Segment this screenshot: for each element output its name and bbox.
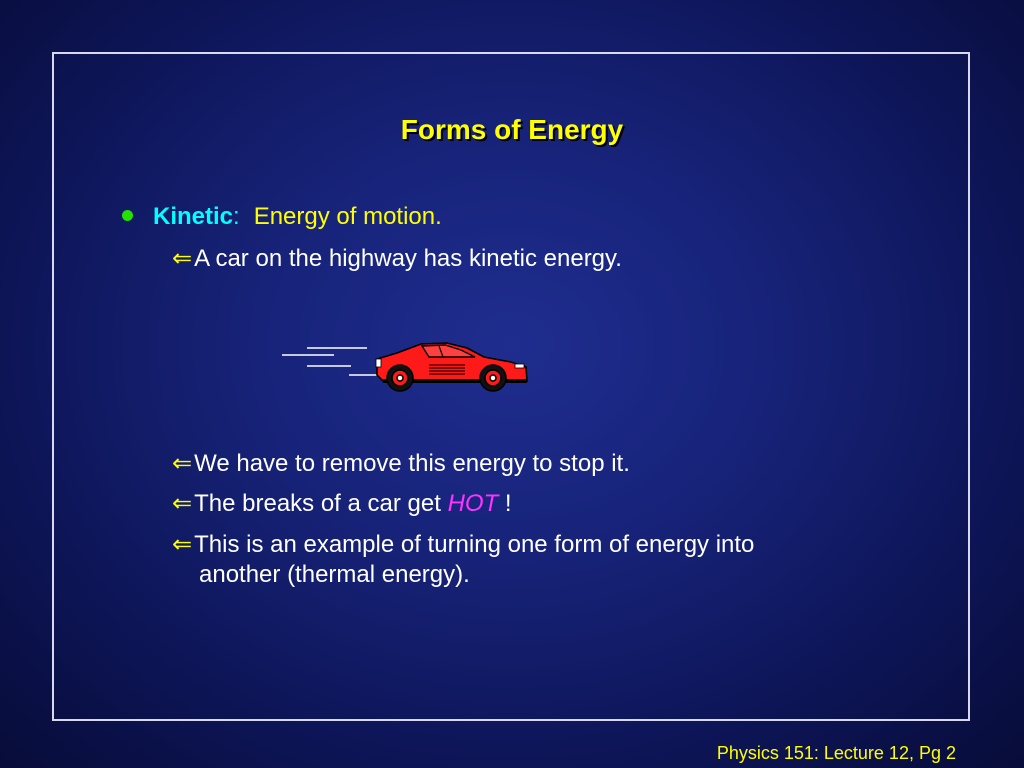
arrow-left-icon: ⇐ xyxy=(172,450,193,477)
sub-bullet-1 xyxy=(172,244,622,273)
red-sports-car-icon xyxy=(279,335,531,395)
arrow-left-icon: ⇐ xyxy=(172,531,193,558)
bullet-colon: : xyxy=(233,203,240,230)
sub-bullet-text: This is an example of turning one form of energy into xyxy=(194,531,755,558)
bullet-definition: Energy of motion. xyxy=(253,203,442,230)
sub-bullet-2 xyxy=(172,449,630,478)
slide-title: Forms of Energy xyxy=(400,114,624,145)
sub-bullet-text: We have to remove this energy to stop it. xyxy=(194,450,630,477)
arrow-left-icon: ⇐ xyxy=(172,245,193,272)
exclamation: ! xyxy=(504,490,512,517)
arrow-left-icon: ⇐ xyxy=(172,490,193,517)
hot-word: HOT xyxy=(447,490,499,517)
sub-bullet-4 xyxy=(172,530,754,559)
sub-bullet-3 xyxy=(172,489,512,518)
sub-bullet-text: A car on the highway has kinetic energy. xyxy=(194,245,622,272)
bullet-term: Kinetic xyxy=(153,203,234,230)
green-dot-icon xyxy=(122,210,133,221)
sub-bullet-text: The breaks of a car get xyxy=(194,490,441,517)
sub-bullet-4-continuation: another (thermal energy). xyxy=(199,561,470,588)
slide-footer: Physics 151: Lecture 12, Pg 2 xyxy=(716,743,956,763)
bullet-kinetic xyxy=(122,203,442,231)
